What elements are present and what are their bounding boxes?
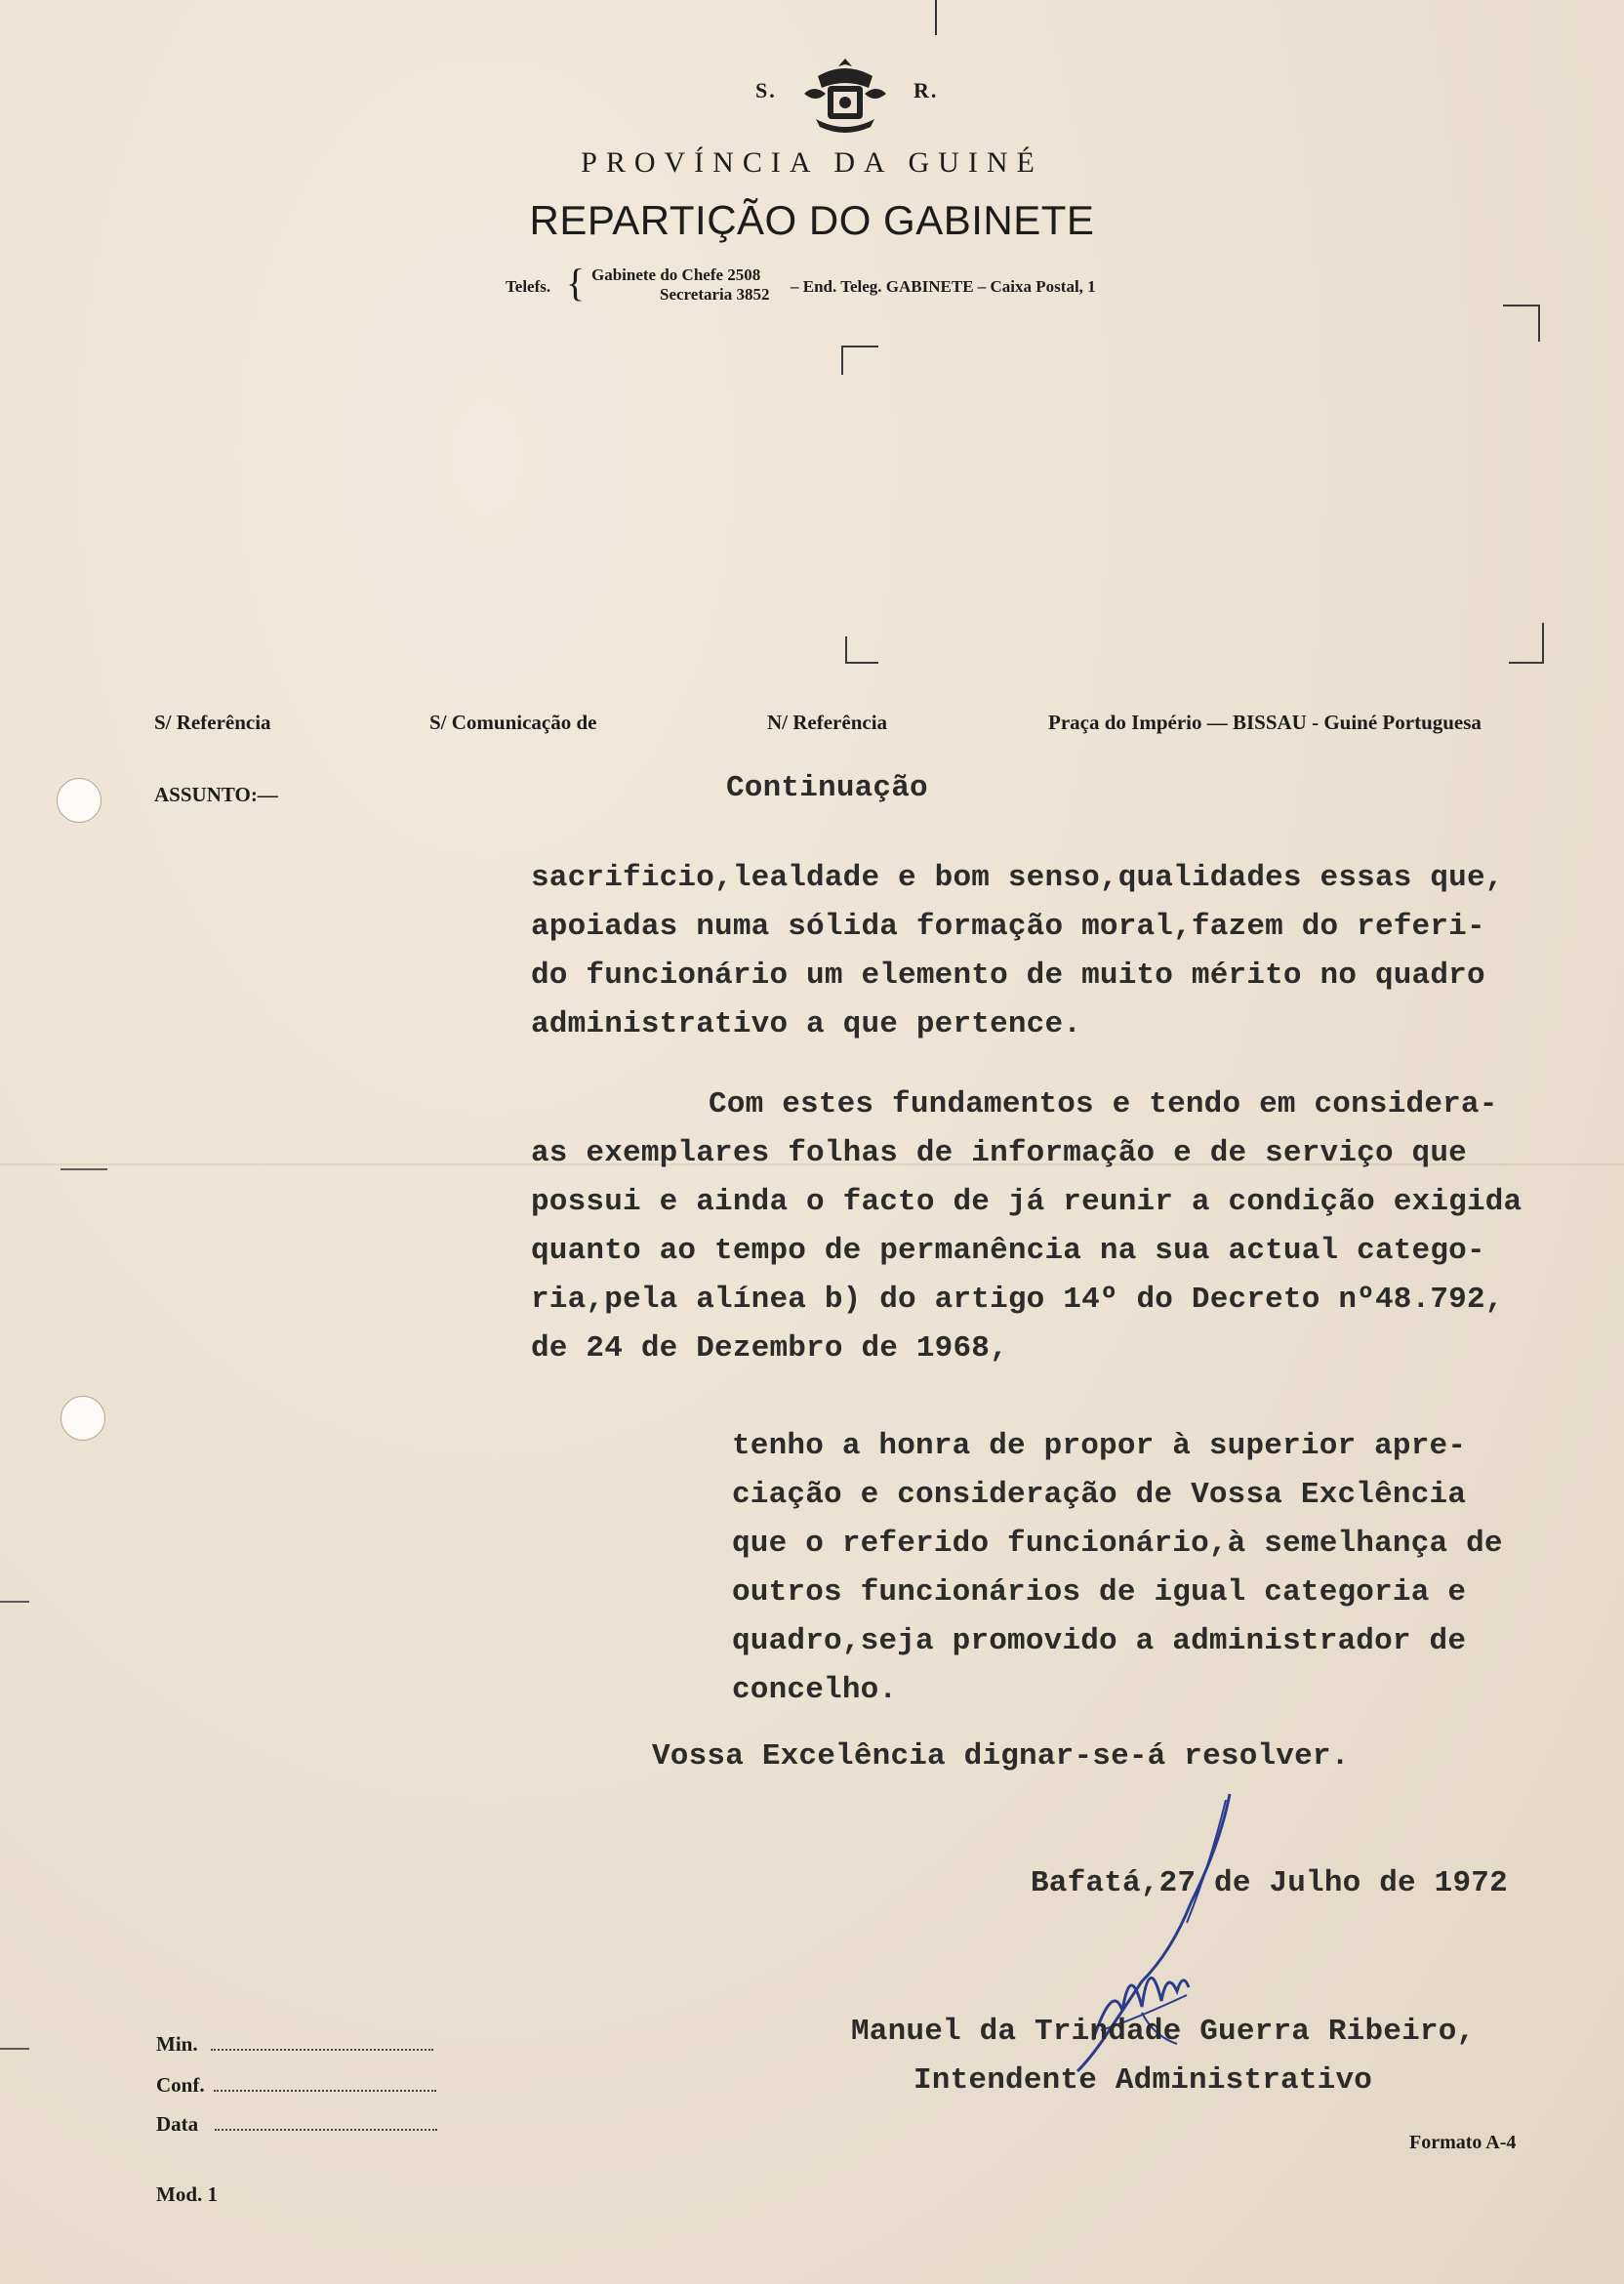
text-line: possui e ainda o facto de já reunir a condição exigida: [531, 1185, 1522, 1219]
text-line: de 24 de Dezembro de 1968,: [531, 1331, 1008, 1366]
continuation-label: Continuação: [726, 771, 928, 805]
min-label: Min.: [156, 2032, 198, 2056]
text-line: Com estes fundamentos e tendo em considera-: [709, 1087, 1498, 1122]
text-line: administrativo a que pertence.: [531, 1007, 1082, 1041]
fold-mark: [61, 1168, 107, 1170]
text-line: que o referido funcionário,à semelhança de: [732, 1527, 1503, 1561]
sr-left: S.: [755, 78, 777, 102]
address: Praça do Império — BISSAU - Guiné Portuguesa: [1048, 711, 1482, 734]
assunto-label: ASSUNTO:—: [154, 783, 278, 806]
format-label: Formato A-4: [1409, 2132, 1517, 2153]
text-line: tenho a honra de propor à superior apre-: [732, 1429, 1467, 1463]
signatory-name: Manuel da Trindade Guerra Ribeiro,: [851, 2015, 1476, 2049]
conf-line[interactable]: [214, 2089, 436, 2092]
data-label: Data: [156, 2112, 199, 2136]
phone-line-2: Secretaria 3852: [660, 285, 770, 304]
fold-mark: [0, 2048, 29, 2050]
data-field: [156, 2112, 437, 2137]
s-referencia: S/ Referência: [154, 711, 271, 734]
text-line: do funcionário um elemento de muito mérito no quadro: [531, 958, 1485, 993]
contact-block: [506, 261, 1189, 312]
punch-hole: [61, 1396, 105, 1441]
window-corner: [1503, 305, 1540, 342]
text-line: sacrificio,lealdade e bom senso,qualidades essas que,: [531, 861, 1504, 895]
phone-line-1: Gabinete do Chefe 2508: [591, 265, 761, 284]
conf-label: Conf.: [156, 2073, 205, 2097]
closing-line: Vossa Excelência dignar-se-á resolver.: [652, 1739, 1350, 1774]
conf-field: [156, 2073, 436, 2098]
text-line: quanto ao tempo de permanência na sua actual catego-: [531, 1234, 1485, 1268]
data-line[interactable]: [215, 2128, 437, 2131]
text-line: quadro,seja promovido a administrador de: [732, 1624, 1467, 1658]
text-line: concelho.: [732, 1673, 898, 1707]
min-line[interactable]: [211, 2048, 433, 2051]
text-line: outros funcionários de igual categoria e: [732, 1575, 1467, 1610]
telefs-label: Telefs.: [506, 277, 551, 296]
contact-rest: – End. Teleg. GABINETE – Caixa Postal, 1: [791, 277, 1096, 296]
province-title: PROVÍNCIA DA GUINÉ: [581, 146, 1043, 179]
sr-right: R.: [914, 78, 939, 102]
signatory-title: Intendente Administrativo: [914, 2063, 1373, 2098]
window-corner: [845, 636, 878, 664]
window-corner: [841, 346, 878, 375]
brace: {: [566, 261, 586, 305]
window-corner: [1509, 623, 1544, 664]
punch-hole: [57, 778, 102, 823]
fold-mark: [0, 1601, 29, 1603]
n-referencia: N/ Referência: [767, 711, 888, 734]
text-line: ciação e consideração de Vossa Exclência: [732, 1478, 1467, 1512]
s-comunicacao: S/ Comunicação de: [429, 711, 597, 734]
text-line: as exemplares folhas de informação e de serviço que: [531, 1136, 1467, 1170]
model-number: Mod. 1: [156, 2182, 218, 2206]
text-line: ria,pela alínea b) do artigo 14º do Decreto nº48.792,: [531, 1283, 1504, 1317]
top-mark: [935, 0, 937, 35]
text-line: apoiadas numa sólida formação moral,fazem do referi-: [531, 910, 1485, 944]
coat-of-arms-icon: [798, 55, 892, 135]
place-date: Bafatá,27 de Julho de 1972: [1031, 1866, 1508, 1900]
min-field: [156, 2032, 433, 2057]
department-title: REPARTIÇÃO DO GABINETE: [529, 197, 1095, 243]
